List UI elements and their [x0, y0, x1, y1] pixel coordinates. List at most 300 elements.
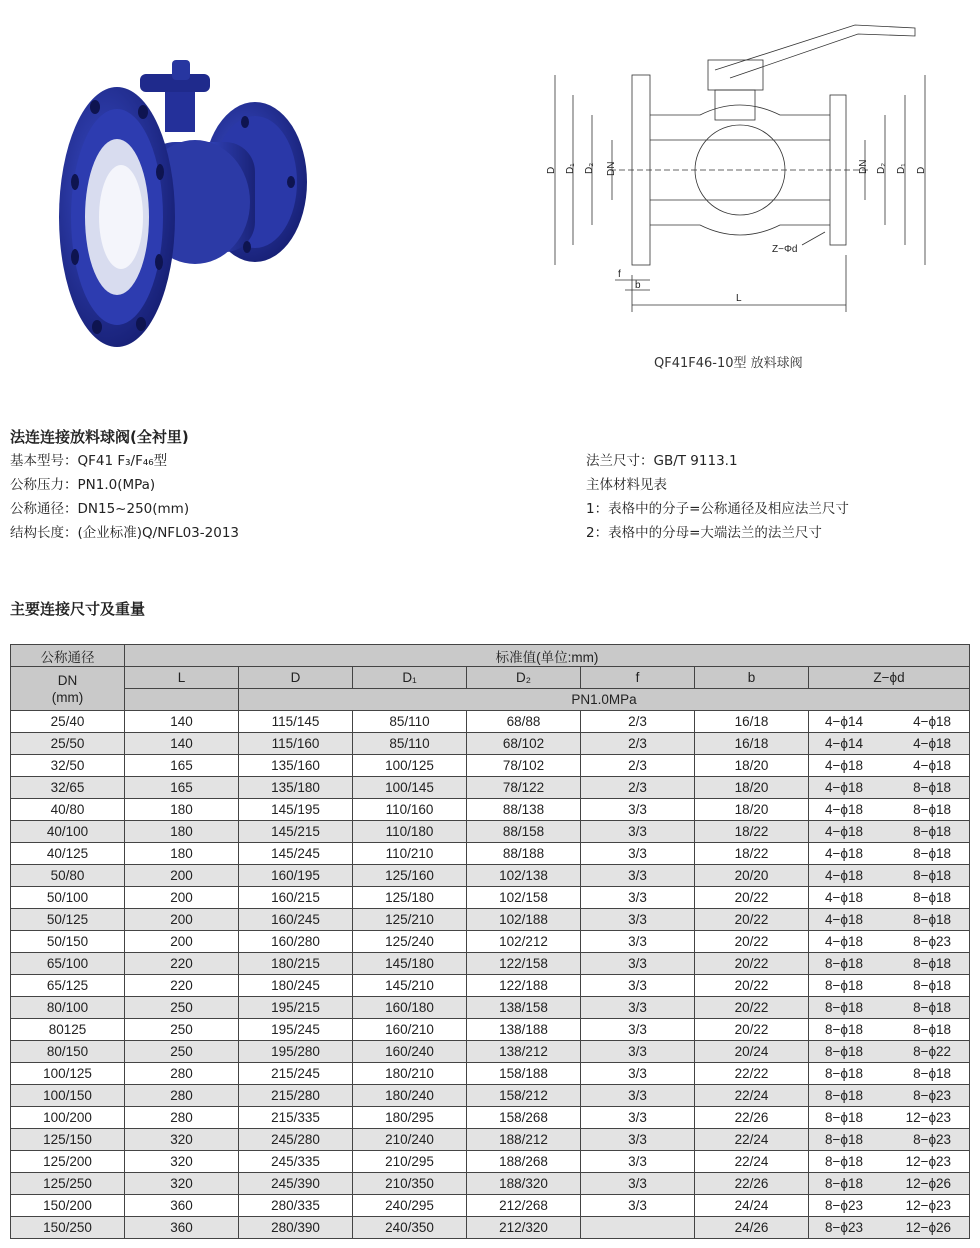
table-row	[11, 1217, 970, 1239]
cell-l: 140	[125, 733, 239, 755]
cell-dn: 80125	[11, 1019, 125, 1041]
cell-l: 200	[125, 931, 239, 953]
cell-dn: 125/200	[11, 1151, 125, 1173]
cell-l: 250	[125, 1019, 239, 1041]
cell-zd	[809, 1173, 970, 1195]
cell-l: 165	[125, 755, 239, 777]
cell-d: 115/160	[239, 733, 353, 755]
cell-l: 280	[125, 1063, 239, 1085]
table-body	[11, 711, 970, 1239]
cell-d1: 125/180	[353, 887, 467, 909]
cell-d: 160/280	[239, 931, 353, 953]
cell-d2: 212/320	[467, 1217, 581, 1239]
dim-label-dn-right: DN	[858, 159, 869, 174]
cell-d1: 110/160	[353, 799, 467, 821]
cell-b: 22/26	[695, 1173, 809, 1195]
cell-zd-large: 4−ϕ18	[913, 736, 952, 751]
cell-d2: 102/158	[467, 887, 581, 909]
cell-zd-small: 4−ϕ18	[825, 934, 863, 949]
cell-l: 180	[125, 843, 239, 865]
cell-zd	[809, 733, 970, 755]
table-row	[11, 953, 970, 975]
cell-d1: 110/210	[353, 843, 467, 865]
cell-b: 20/22	[695, 953, 809, 975]
cell-zd-large: 8−ϕ18	[913, 1066, 952, 1081]
cell-f: 3/3	[581, 1019, 695, 1041]
product-notes	[586, 449, 849, 545]
cell-d: 145/215	[239, 821, 353, 843]
table-row	[11, 887, 970, 909]
cell-l: 200	[125, 865, 239, 887]
cell-d2: 68/88	[467, 711, 581, 733]
cell-zd-large: 8−ϕ18	[913, 978, 952, 993]
cell-l: 220	[125, 953, 239, 975]
cell-zd	[809, 1063, 970, 1085]
cell-d: 215/280	[239, 1085, 353, 1107]
cell-d: 160/215	[239, 887, 353, 909]
cell-d1: 180/210	[353, 1063, 467, 1085]
cell-zd	[809, 931, 970, 953]
cell-zd	[809, 997, 970, 1019]
table-row	[11, 1085, 970, 1107]
table-row	[11, 1063, 970, 1085]
cell-l: 320	[125, 1173, 239, 1195]
cell-zd	[809, 1085, 970, 1107]
cell-d1: 210/240	[353, 1129, 467, 1151]
dim-label-d-right: D	[916, 166, 927, 174]
table-row	[11, 1041, 970, 1063]
cell-dn: 80/150	[11, 1041, 125, 1063]
table-row	[11, 931, 970, 953]
cell-zd-large: 12−ϕ23	[905, 1110, 952, 1125]
cell-zd-small: 4−ϕ18	[825, 846, 863, 861]
cell-dn: 100/150	[11, 1085, 125, 1107]
table-row	[11, 843, 970, 865]
cell-dn: 32/65	[11, 777, 125, 799]
cell-b: 22/24	[695, 1129, 809, 1151]
cell-b: 18/20	[695, 755, 809, 777]
cell-zd-large: 8−ϕ18	[913, 956, 952, 971]
cell-l: 320	[125, 1129, 239, 1151]
cell-b: 18/22	[695, 843, 809, 865]
dim-label-d1: D₁	[565, 163, 576, 174]
cell-f: 2/3	[581, 777, 695, 799]
cell-zd-small: 8−ϕ18	[825, 1022, 863, 1037]
cell-b: 20/22	[695, 975, 809, 997]
cell-d: 245/335	[239, 1151, 353, 1173]
cell-zd	[809, 1041, 970, 1063]
cell-d1: 240/295	[353, 1195, 467, 1217]
cell-b: 18/20	[695, 777, 809, 799]
cell-zd-small: 4−ϕ18	[825, 868, 863, 883]
cell-dn: 100/125	[11, 1063, 125, 1085]
cell-zd	[809, 909, 970, 931]
cell-zd-large: 8−ϕ18	[913, 802, 952, 817]
cell-b: 24/24	[695, 1195, 809, 1217]
header-blank	[125, 689, 239, 711]
table-row	[11, 1195, 970, 1217]
cell-dn: 50/100	[11, 887, 125, 909]
header-col-d2: D₂	[467, 667, 581, 689]
cell-d1: 125/160	[353, 865, 467, 887]
cell-d: 215/245	[239, 1063, 353, 1085]
cell-zd-large: 8−ϕ18	[913, 868, 952, 883]
cell-zd-large: 8−ϕ18	[913, 780, 952, 795]
cell-f: 3/3	[581, 887, 695, 909]
cell-b: 18/22	[695, 821, 809, 843]
cell-l: 320	[125, 1151, 239, 1173]
header-col-d: D	[239, 667, 353, 689]
cell-f: 2/3	[581, 711, 695, 733]
cell-d: 115/145	[239, 711, 353, 733]
cell-zd	[809, 799, 970, 821]
header-col-zd: Z−ϕd	[809, 667, 970, 689]
cell-l: 180	[125, 821, 239, 843]
cell-zd	[809, 1019, 970, 1041]
cell-zd	[809, 1107, 970, 1129]
cell-zd-small: 4−ϕ18	[825, 758, 863, 773]
table-row	[11, 711, 970, 733]
cell-f	[581, 1217, 695, 1239]
cell-zd-large: 4−ϕ18	[913, 714, 952, 729]
cell-d: 135/160	[239, 755, 353, 777]
header-col-l: L	[125, 667, 239, 689]
cell-d2: 158/188	[467, 1063, 581, 1085]
dim-label-d1-right: D₁	[896, 163, 907, 174]
cell-f: 3/3	[581, 1107, 695, 1129]
cell-d2: 138/188	[467, 1019, 581, 1041]
cell-d1: 210/295	[353, 1151, 467, 1173]
cell-d1: 100/125	[353, 755, 467, 777]
cell-l: 250	[125, 1041, 239, 1063]
note-numerator: 1：表格中的分子=公称通径及相应法兰尺寸	[586, 501, 849, 517]
cell-zd-small: 4−ϕ14	[825, 736, 863, 751]
cell-zd-large: 8−ϕ22	[913, 1044, 952, 1059]
cell-d2: 212/268	[467, 1195, 581, 1217]
cell-d2: 188/268	[467, 1151, 581, 1173]
cell-d: 245/390	[239, 1173, 353, 1195]
cell-zd	[809, 843, 970, 865]
cell-dn: 65/100	[11, 953, 125, 975]
cell-b: 20/22	[695, 909, 809, 931]
cell-b: 20/22	[695, 1019, 809, 1041]
cell-d1: 85/110	[353, 733, 467, 755]
cell-d1: 100/145	[353, 777, 467, 799]
section-title: 主要连接尺寸及重量	[10, 600, 146, 618]
cell-d1: 85/110	[353, 711, 467, 733]
cell-b: 20/20	[695, 865, 809, 887]
cell-zd-large: 8−ϕ18	[913, 824, 952, 839]
cell-dn: 125/250	[11, 1173, 125, 1195]
cell-d: 280/335	[239, 1195, 353, 1217]
cell-zd-large: 8−ϕ23	[913, 934, 952, 949]
cell-l: 280	[125, 1107, 239, 1129]
cell-zd-small: 8−ϕ18	[825, 1176, 863, 1191]
cell-d: 245/280	[239, 1129, 353, 1151]
cell-d1: 180/295	[353, 1107, 467, 1129]
cell-d: 135/180	[239, 777, 353, 799]
cell-zd	[809, 1217, 970, 1239]
cell-dn: 25/50	[11, 733, 125, 755]
cell-d2: 188/320	[467, 1173, 581, 1195]
cell-b: 16/18	[695, 733, 809, 755]
cell-dn: 25/40	[11, 711, 125, 733]
table-row	[11, 1129, 970, 1151]
cell-l: 280	[125, 1085, 239, 1107]
cell-zd-small: 4−ϕ18	[825, 912, 863, 927]
cell-zd	[809, 953, 970, 975]
cell-d2: 138/158	[467, 997, 581, 1019]
cell-zd	[809, 975, 970, 997]
cell-zd-small: 8−ϕ18	[825, 1044, 863, 1059]
cell-zd-small: 8−ϕ18	[825, 1000, 863, 1015]
header-col-d1: D₁	[353, 667, 467, 689]
table-row	[11, 799, 970, 821]
cell-f: 3/3	[581, 953, 695, 975]
cell-d2: 122/188	[467, 975, 581, 997]
header-nominal: 公称通径	[11, 645, 125, 667]
cell-f: 3/3	[581, 1129, 695, 1151]
table-row	[11, 997, 970, 1019]
cell-zd-small: 8−ϕ18	[825, 1066, 863, 1081]
cell-l: 360	[125, 1195, 239, 1217]
cell-zd	[809, 711, 970, 733]
cell-d2: 78/122	[467, 777, 581, 799]
cell-f: 3/3	[581, 1151, 695, 1173]
cell-zd-small: 8−ϕ18	[825, 978, 863, 993]
cell-f: 2/3	[581, 755, 695, 777]
cell-zd-small: 4−ϕ18	[825, 802, 863, 817]
cell-f: 3/3	[581, 1063, 695, 1085]
cell-d: 195/280	[239, 1041, 353, 1063]
cell-l: 200	[125, 887, 239, 909]
cell-f: 3/3	[581, 909, 695, 931]
spec-length: 结构长度：(企业标准)Q/NFL03-2013	[10, 525, 239, 541]
header-dn-label: DN	[57, 672, 78, 688]
cell-zd-large: 8−ϕ18	[913, 912, 952, 927]
cell-dn: 100/200	[11, 1107, 125, 1129]
cell-zd-small: 8−ϕ18	[825, 1154, 863, 1169]
valve-product-photo	[55, 52, 315, 352]
cell-l: 140	[125, 711, 239, 733]
cell-dn: 32/50	[11, 755, 125, 777]
cell-b: 22/26	[695, 1107, 809, 1129]
cell-zd	[809, 887, 970, 909]
spec-diameter: 公称通径：DN15~250(mm)	[10, 501, 190, 517]
figure-caption: QF41F46-10型 放料球阀	[654, 356, 803, 371]
cell-d: 160/245	[239, 909, 353, 931]
cell-d1: 125/240	[353, 931, 467, 953]
cell-l: 165	[125, 777, 239, 799]
header-standard: 标准值(单位:mm)	[125, 645, 970, 667]
cell-zd-small: 4−ϕ18	[825, 890, 863, 905]
cell-l: 180	[125, 799, 239, 821]
cell-zd-small: 8−ϕ18	[825, 956, 863, 971]
cell-zd-large: 8−ϕ23	[913, 1132, 952, 1147]
table-row	[11, 1151, 970, 1173]
cell-d1: 145/210	[353, 975, 467, 997]
cell-b: 18/20	[695, 799, 809, 821]
product-title: 法连连接放料球阀(全衬里)	[10, 428, 189, 446]
cell-d2: 88/158	[467, 821, 581, 843]
cell-dn: 40/80	[11, 799, 125, 821]
cell-zd	[809, 1151, 970, 1173]
cell-l: 360	[125, 1217, 239, 1239]
cell-d2: 188/212	[467, 1129, 581, 1151]
cell-d2: 158/268	[467, 1107, 581, 1129]
cell-b: 24/26	[695, 1217, 809, 1239]
product-specs	[10, 449, 239, 545]
cell-b: 22/22	[695, 1063, 809, 1085]
cell-d2: 68/102	[467, 733, 581, 755]
cell-f: 3/3	[581, 975, 695, 997]
table-row	[11, 733, 970, 755]
cell-zd-large: 8−ϕ18	[913, 890, 952, 905]
note-flange: 法兰尺寸：GB/T 9113.1	[586, 453, 738, 469]
cell-d2: 88/188	[467, 843, 581, 865]
cell-l: 200	[125, 909, 239, 931]
cell-f: 3/3	[581, 1195, 695, 1217]
cell-d2: 102/188	[467, 909, 581, 931]
cell-d2: 138/212	[467, 1041, 581, 1063]
cell-f: 3/3	[581, 799, 695, 821]
table-row	[11, 1019, 970, 1041]
dim-label-b: b	[635, 280, 641, 291]
cell-d1: 160/240	[353, 1041, 467, 1063]
cell-dn: 65/125	[11, 975, 125, 997]
cell-d: 160/195	[239, 865, 353, 887]
cell-d: 195/245	[239, 1019, 353, 1041]
dim-label-dn-left: DN	[606, 161, 617, 176]
cell-b: 20/24	[695, 1041, 809, 1063]
cell-d1: 125/210	[353, 909, 467, 931]
cell-d: 180/245	[239, 975, 353, 997]
cell-f: 3/3	[581, 1173, 695, 1195]
cell-dn: 125/150	[11, 1129, 125, 1151]
cell-zd	[809, 755, 970, 777]
cell-zd-small: 8−ϕ18	[825, 1088, 863, 1103]
cell-zd-large: 4−ϕ18	[913, 758, 952, 773]
cell-d1: 210/350	[353, 1173, 467, 1195]
table-row	[11, 755, 970, 777]
cell-d: 280/390	[239, 1217, 353, 1239]
cell-b: 20/22	[695, 997, 809, 1019]
cell-dn: 40/125	[11, 843, 125, 865]
table-row	[11, 1107, 970, 1129]
cell-d2: 102/138	[467, 865, 581, 887]
cell-zd-large: 8−ϕ18	[913, 1022, 952, 1037]
table-row	[11, 975, 970, 997]
cell-dn: 150/250	[11, 1217, 125, 1239]
header-pressure: PN1.0MPa	[239, 689, 970, 711]
cell-zd-large: 12−ϕ26	[905, 1176, 952, 1191]
cell-zd	[809, 1195, 970, 1217]
cell-zd-small: 8−ϕ23	[825, 1198, 863, 1213]
cell-f: 3/3	[581, 865, 695, 887]
table-row	[11, 821, 970, 843]
cell-l: 250	[125, 997, 239, 1019]
cell-d1: 160/180	[353, 997, 467, 1019]
cell-d: 145/245	[239, 843, 353, 865]
dim-label-d: D	[546, 166, 557, 174]
cell-f: 3/3	[581, 821, 695, 843]
cell-f: 3/3	[581, 997, 695, 1019]
cell-zd-large: 8−ϕ23	[913, 1088, 952, 1103]
dim-label-zd: Z−Φd	[772, 244, 798, 255]
cell-d1: 160/210	[353, 1019, 467, 1041]
cell-zd-small: 8−ϕ23	[825, 1220, 863, 1235]
cell-d2: 88/138	[467, 799, 581, 821]
table-row	[11, 865, 970, 887]
note-material: 主体材料见表	[586, 477, 667, 493]
header-dn	[11, 667, 125, 711]
spec-model: 基本型号：QF41 F₃/F₄₆型	[10, 453, 168, 469]
cell-d: 195/215	[239, 997, 353, 1019]
cell-zd-small: 8−ϕ18	[825, 1110, 863, 1125]
cell-zd-small: 8−ϕ18	[825, 1132, 863, 1147]
cell-d: 145/195	[239, 799, 353, 821]
cell-zd-small: 4−ϕ18	[825, 780, 863, 795]
dim-label-d2: D₂	[584, 162, 595, 174]
spec-pressure: 公称压力：PN1.0(MPa)	[10, 477, 156, 493]
cell-zd-large: 8−ϕ18	[913, 1000, 952, 1015]
cell-d1: 145/180	[353, 953, 467, 975]
table-row	[11, 777, 970, 799]
cell-d2: 78/102	[467, 755, 581, 777]
cell-d: 215/335	[239, 1107, 353, 1129]
cell-b: 16/18	[695, 711, 809, 733]
cell-zd-large: 8−ϕ18	[913, 846, 952, 861]
cell-d1: 110/180	[353, 821, 467, 843]
table-row	[11, 1173, 970, 1195]
cell-d2: 122/158	[467, 953, 581, 975]
header-col-f: f	[581, 667, 695, 689]
cell-dn: 150/200	[11, 1195, 125, 1217]
cell-zd	[809, 1129, 970, 1151]
header-dn-unit: (mm)	[51, 689, 84, 705]
header-col-b: b	[695, 667, 809, 689]
cell-zd-small: 4−ϕ14	[825, 714, 863, 729]
cell-dn: 50/80	[11, 865, 125, 887]
cell-d2: 102/212	[467, 931, 581, 953]
cell-f: 3/3	[581, 1041, 695, 1063]
dim-label-d2-right: D₂	[876, 162, 887, 174]
dimension-table	[10, 644, 970, 1239]
cell-dn: 80/100	[11, 997, 125, 1019]
cell-dn: 40/100	[11, 821, 125, 843]
cell-f: 3/3	[581, 843, 695, 865]
cell-zd-large: 12−ϕ23	[905, 1154, 952, 1169]
cell-d1: 180/240	[353, 1085, 467, 1107]
cell-d2: 158/212	[467, 1085, 581, 1107]
dim-label-f: f	[618, 269, 621, 280]
cell-d1: 240/350	[353, 1217, 467, 1239]
cell-dn: 50/125	[11, 909, 125, 931]
table-row	[11, 909, 970, 931]
cell-zd-large: 12−ϕ26	[905, 1220, 952, 1235]
valve-section-drawing	[540, 20, 940, 320]
dim-label-l: L	[736, 293, 742, 304]
cell-b: 20/22	[695, 931, 809, 953]
cell-f: 2/3	[581, 733, 695, 755]
cell-d: 180/215	[239, 953, 353, 975]
cell-zd-small: 4−ϕ18	[825, 824, 863, 839]
note-denominator: 2：表格中的分母=大端法兰的法兰尺寸	[586, 525, 822, 541]
cell-f: 3/3	[581, 1085, 695, 1107]
cell-l: 220	[125, 975, 239, 997]
cell-b: 22/24	[695, 1085, 809, 1107]
cell-zd	[809, 865, 970, 887]
